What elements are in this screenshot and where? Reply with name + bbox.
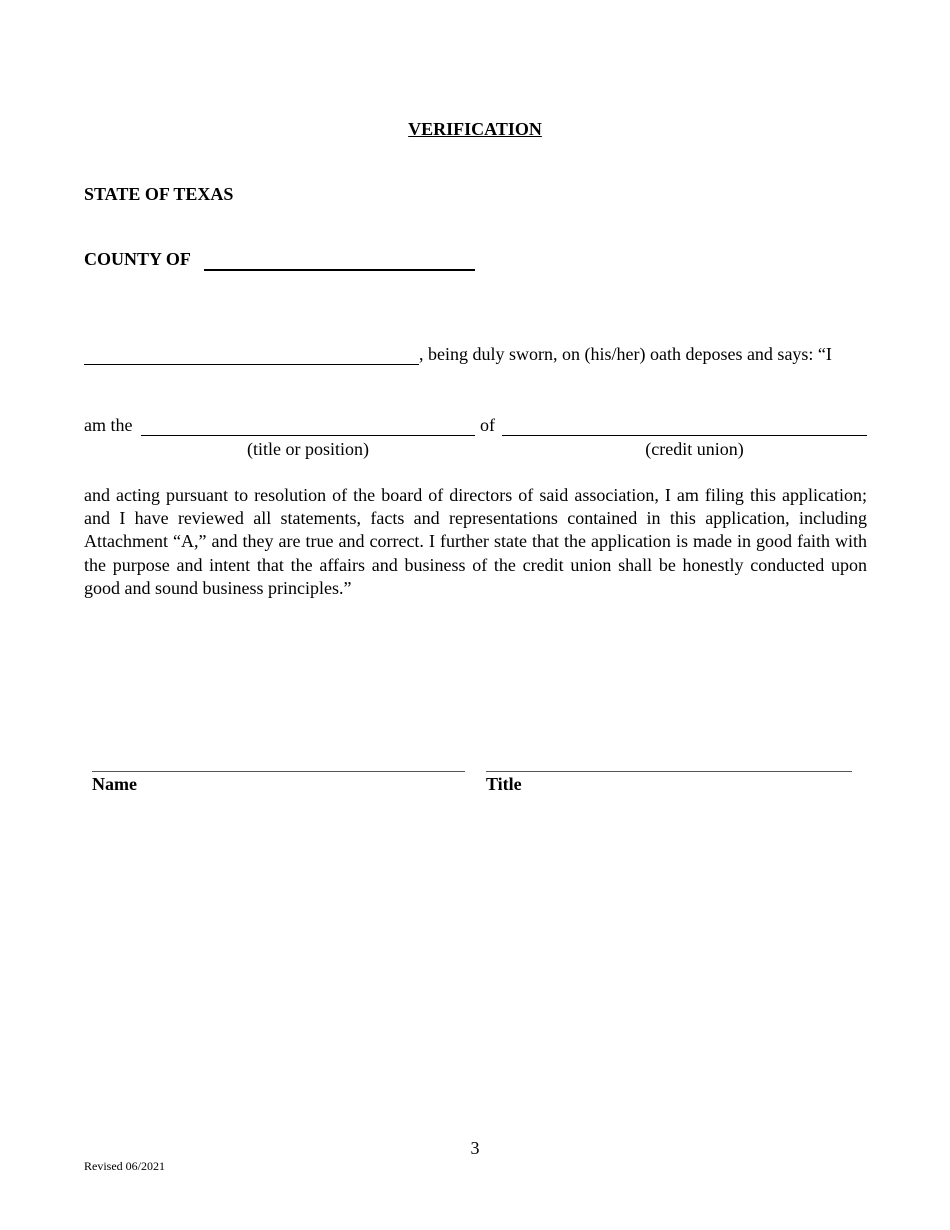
name-label: Name xyxy=(92,774,137,794)
am-the-text: am the xyxy=(84,415,133,435)
credit-union-blank-line[interactable] xyxy=(502,435,867,436)
title-position-blank-line[interactable] xyxy=(141,435,475,436)
sworn-statement-text: , being duly sworn, on (his/her) oath deposes and says: “I xyxy=(419,344,832,364)
page-number: 3 xyxy=(470,1138,480,1158)
title-position-caption: (title or position) xyxy=(247,439,369,459)
title-label: Title xyxy=(486,774,522,794)
title-signature-line[interactable] xyxy=(486,771,852,772)
county-heading: COUNTY OF xyxy=(84,249,191,269)
verification-paragraph: and acting pursuant to resolution of the board of directors of said association, I am filing this application; and I have reviewed all statements, facts and representations contained in this application, including Attachment “A,” and they are true and correct. I further state that the application is made in good faith with the purpose and intent that the affairs and business of the credit union shall be honestly conducted upon good and sound business principles.” xyxy=(84,485,867,598)
state-heading: STATE OF TEXAS xyxy=(84,184,234,204)
document-title: VERIFICATION xyxy=(408,119,542,139)
of-text: of xyxy=(480,415,495,435)
revised-date: Revised 06/2021 xyxy=(84,1159,165,1173)
county-blank-line[interactable] xyxy=(204,269,475,271)
affiant-name-blank-line[interactable] xyxy=(84,364,419,365)
credit-union-caption: (credit union) xyxy=(645,439,744,459)
name-signature-line[interactable] xyxy=(92,771,465,772)
